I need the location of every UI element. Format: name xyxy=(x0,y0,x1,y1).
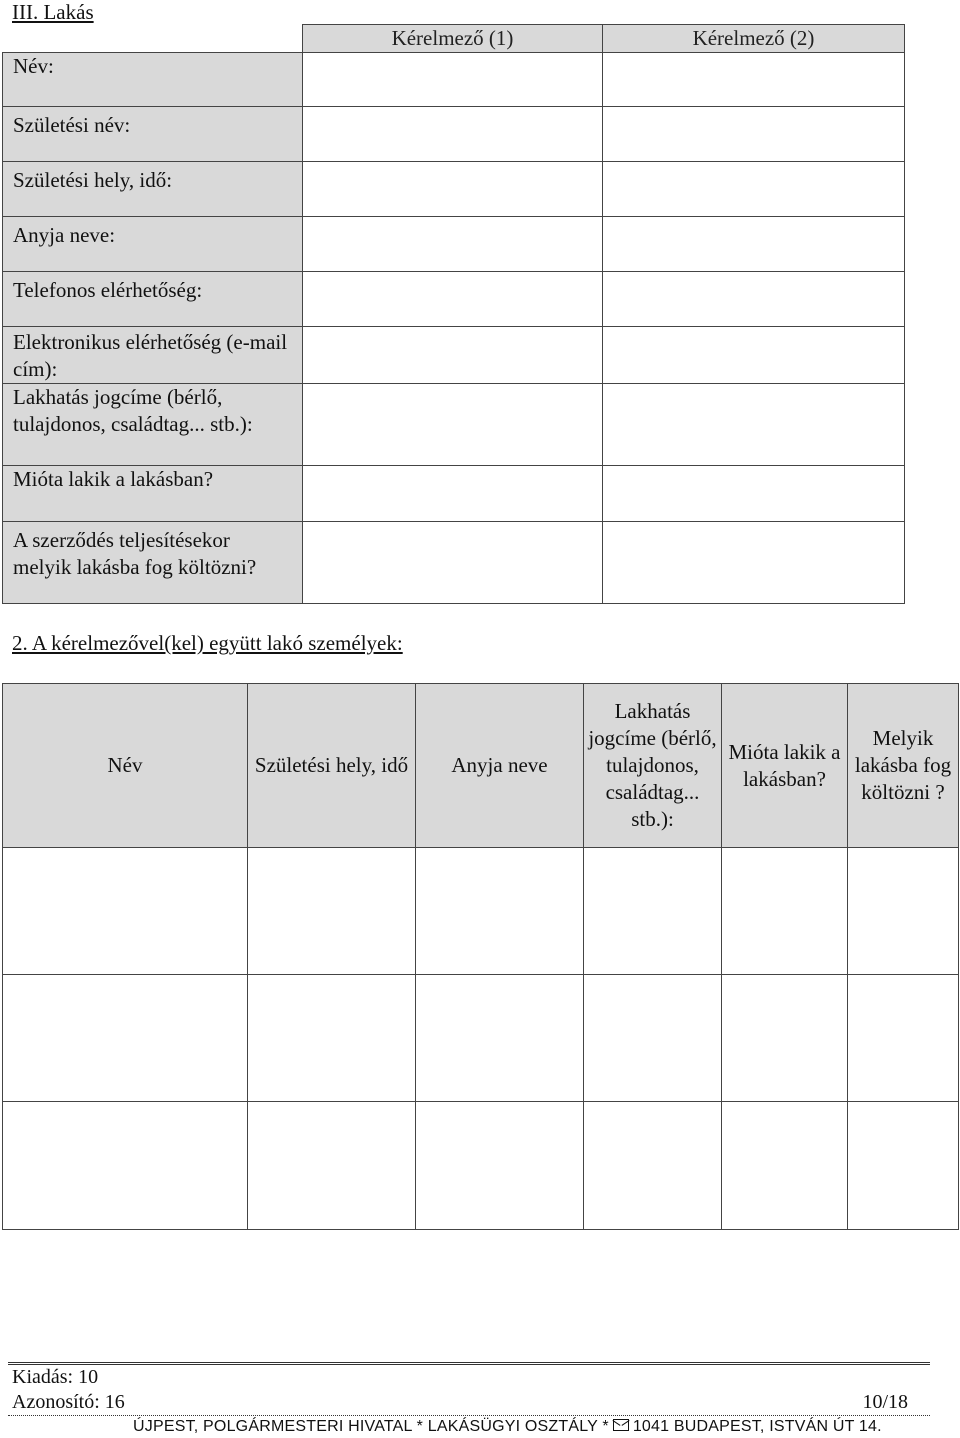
cell-szuletesi-hely[interactable] xyxy=(248,848,416,975)
cell-miota[interactable] xyxy=(722,975,848,1102)
cell-miota[interactable] xyxy=(722,1102,848,1230)
footer-page-number: 10/18 xyxy=(862,1391,908,1413)
table-row xyxy=(3,162,905,217)
header-applicant-2: Kérelmező (2) xyxy=(603,25,905,53)
table-row xyxy=(3,53,905,107)
field-applicant-1-jogcim[interactable] xyxy=(303,384,603,466)
col-header-miota: Mióta lakik a lakásban? xyxy=(722,684,848,848)
cell-koltozes[interactable] xyxy=(848,1102,959,1230)
cell-koltozes[interactable] xyxy=(848,975,959,1102)
row-label-szuletesi-hely: Születési hely, idő: xyxy=(3,162,303,217)
row-label-szuletesi-nev: Születési név: xyxy=(3,107,303,162)
row-label-anyja-neve: Anyja neve: xyxy=(3,217,303,272)
footer-kiadas: Kiadás: 10 xyxy=(12,1366,99,1388)
table-row xyxy=(3,466,905,522)
applicant-table xyxy=(2,24,905,604)
field-applicant-1-miota[interactable] xyxy=(303,466,603,522)
cohabitants-header-row xyxy=(3,684,959,848)
field-applicant-2-szuletesi-hely[interactable] xyxy=(603,162,905,217)
table-row xyxy=(3,217,905,272)
table-row xyxy=(3,522,905,604)
cohabitants-table xyxy=(2,683,959,1230)
field-applicant-2-szuletesi-nev[interactable] xyxy=(603,107,905,162)
cell-szuletesi-hely[interactable] xyxy=(248,1102,416,1230)
field-applicant-1-nev[interactable] xyxy=(303,53,603,107)
table-row xyxy=(3,327,905,384)
field-applicant-1-szuletesi-hely[interactable] xyxy=(303,162,603,217)
field-applicant-1-anyja-neve[interactable] xyxy=(303,217,603,272)
table-row xyxy=(3,272,905,327)
row-label-email: Elektronikus elérhetőség (e-mail cím): xyxy=(3,327,303,384)
field-applicant-2-telefon[interactable] xyxy=(603,272,905,327)
footer-address-street: 1041 BUDAPEST, ISTVÁN ÚT 14. xyxy=(632,1418,882,1435)
cell-szuletesi-hely[interactable] xyxy=(248,975,416,1102)
cell-anyja-neve[interactable] xyxy=(416,1102,584,1230)
field-applicant-1-koltozes[interactable] xyxy=(303,522,603,604)
footer-divider xyxy=(8,1362,930,1365)
table-row xyxy=(3,975,959,1102)
footer-address-office: ÚJPEST, POLGÁRMESTERI HIVATAL * LAKÁSÜGYI OSZTÁLY * xyxy=(133,1418,609,1435)
field-applicant-1-telefon[interactable] xyxy=(303,272,603,327)
cell-koltozes[interactable] xyxy=(848,848,959,975)
row-label-nev: Név: xyxy=(3,53,303,107)
col-header-jogcim: Lakhatás jogcíme (bérlő, tulajdonos, családtag... stb.): xyxy=(584,684,722,848)
cell-nev[interactable] xyxy=(3,1102,248,1230)
footer-azonosito: Azonosító: 16 xyxy=(12,1391,125,1413)
col-header-koltozes: Melyik lakásba fog költözni ? xyxy=(848,684,959,848)
row-label-koltozes: A szerződés teljesítésekor melyik lakásba fog költözni? xyxy=(3,522,303,604)
footer-dotted-divider xyxy=(8,1415,930,1416)
table-row xyxy=(3,107,905,162)
cell-nev[interactable] xyxy=(3,975,248,1102)
table-row xyxy=(3,1102,959,1230)
col-header-nev: Név xyxy=(3,684,248,848)
table-row xyxy=(3,848,959,975)
cell-jogcim[interactable] xyxy=(584,848,722,975)
cell-jogcim[interactable] xyxy=(584,1102,722,1230)
row-label-jogcim: Lakhatás jogcíme (bérlő, tulajdonos, családtag... stb.): xyxy=(3,384,303,466)
field-applicant-2-koltozes[interactable] xyxy=(603,522,905,604)
header-applicant-1: Kérelmező (1) xyxy=(303,25,603,53)
col-header-anyja-neve: Anyja neve xyxy=(416,684,584,848)
subsection-title: 2. A kérelmezővel(kel) együtt lakó személyek: xyxy=(12,631,403,655)
table-row xyxy=(3,384,905,466)
header-empty-cell xyxy=(3,25,303,53)
applicant-header-row xyxy=(3,25,905,53)
field-applicant-2-jogcim[interactable] xyxy=(603,384,905,466)
field-applicant-2-anyja-neve[interactable] xyxy=(603,217,905,272)
section-title: III. Lakás xyxy=(12,0,94,24)
field-applicant-1-szuletesi-nev[interactable] xyxy=(303,107,603,162)
cell-anyja-neve[interactable] xyxy=(416,975,584,1102)
envelope-icon xyxy=(613,1419,629,1431)
row-label-miota: Mióta lakik a lakásban? xyxy=(3,466,303,522)
field-applicant-2-miota[interactable] xyxy=(603,466,905,522)
row-label-telefon: Telefonos elérhetőség: xyxy=(3,272,303,327)
field-applicant-2-email[interactable] xyxy=(603,327,905,384)
field-applicant-2-nev[interactable] xyxy=(603,53,905,107)
field-applicant-1-email[interactable] xyxy=(303,327,603,384)
col-header-szuletesi-hely: Születési hely, idő xyxy=(248,684,416,848)
cell-jogcim[interactable] xyxy=(584,975,722,1102)
footer-address xyxy=(133,1418,882,1436)
cell-nev[interactable] xyxy=(3,848,248,975)
cell-miota[interactable] xyxy=(722,848,848,975)
cell-anyja-neve[interactable] xyxy=(416,848,584,975)
